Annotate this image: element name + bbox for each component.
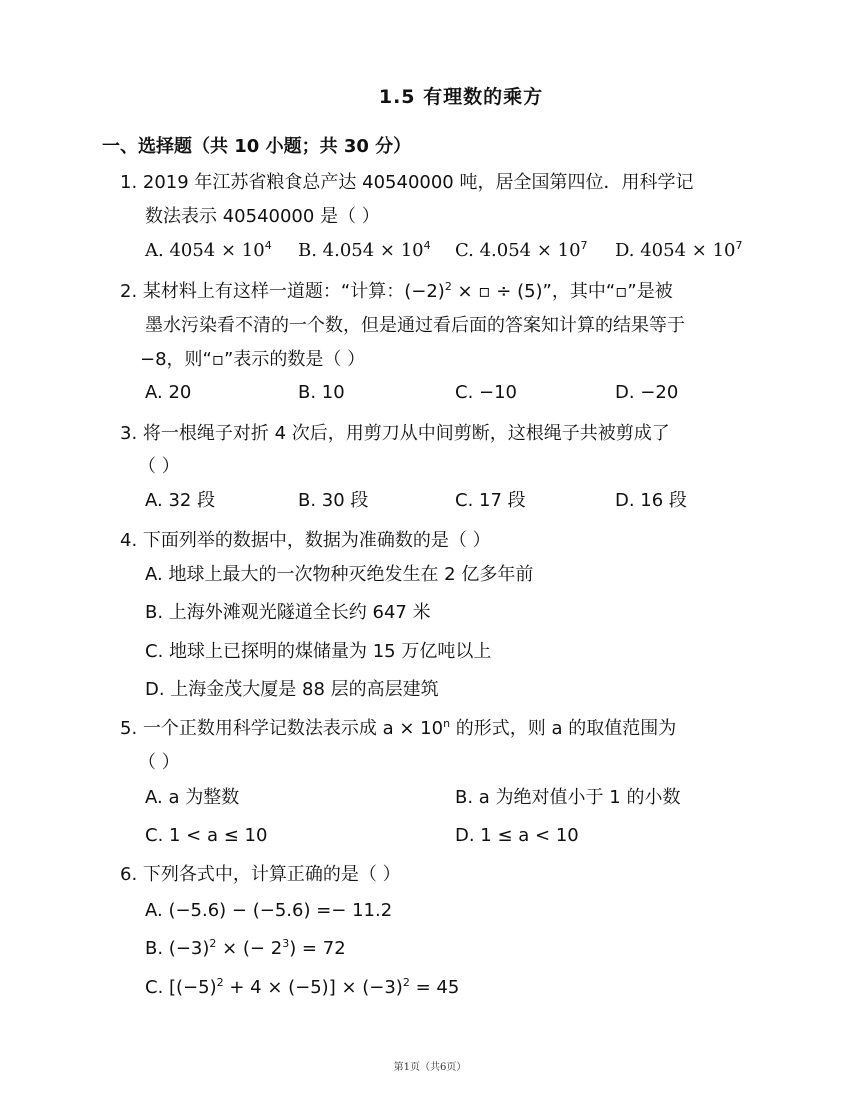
option-b-part-2: × (− 2 [216,938,283,959]
question-2-option-a: A. 20 [145,382,192,403]
option-c-part-3: = 45 [409,977,460,998]
question-5-option-c: C. 1 < a ≤ 10 [145,825,268,846]
option-c-exp-2: 2 [402,976,410,989]
option-c-base: C. 4.054 × 10 [455,240,581,261]
option-a-base: A. 4054 × 10 [145,240,265,261]
question-4-option-d: D. 上海金茂大厦是 88 层的高层建筑 [145,679,439,700]
option-d-base: D. 4054 × 10 [615,240,736,261]
question-1-line-1: 1. 2019 年江苏省粮食总产达 40540000 吨，居全国第四位．用科学记 [120,172,694,193]
question-5-option-a: A. a 为整数 [145,787,240,808]
question-5-exp: n [443,717,451,730]
question-3-option-a: A. 32 段 [145,490,216,511]
option-c-part-2: + 4 × (−5)] × (−3) [223,977,403,998]
question-2-exp: 2 [444,280,452,293]
page-footer: 第1页（共6页） [393,1062,467,1073]
question-6-option-a: A. (−5.6) − (−5.6) =− 11.2 [145,900,393,921]
question-2-line-1-a: 2. 某材料上有这样一道题：“计算：(−2) [120,281,445,302]
page-title: 1.5 有理数的乘方 [378,86,544,108]
section-heading: 一、选择题（共 10 小题；共 30 分） [102,136,412,157]
question-2-line-2: 墨水污染看不清的一个数，但是通过看后面的答案知计算的结果等于 [145,315,685,336]
question-5-line-1 [120,718,676,740]
option-c-exp-1: 2 [216,976,224,989]
question-3-line-2: （ ） [138,456,180,477]
question-2-option-c: C. −10 [455,382,517,403]
question-3-option-d: D. 16 段 [615,490,687,511]
question-1-option-a [145,240,272,262]
option-b-exp: 4 [423,239,431,252]
option-b-exp-1: 2 [209,937,217,950]
question-5-line-2: （ ） [138,752,180,773]
option-b-exp-2: 3 [282,937,290,950]
question-1-option-d [615,240,742,262]
question-3-line-1: 3. 将一根绳子对折 4 次后，用剪刀从中间剪断，这根绳子共被剪成了 [120,423,670,444]
question-4-line-1: 4. 下面列举的数据中，数据为准确数的是（ ） [120,530,491,551]
question-1-option-b [298,240,431,262]
question-2-option-d: D. −20 [615,382,679,403]
option-b-part-1: B. (−3) [145,938,210,959]
question-1-option-c [455,240,588,262]
question-4-option-a: A. 地球上最大的一次物种灭绝发生在 2 亿多年前 [145,564,534,585]
question-5-option-b: B. a 为绝对值小于 1 的小数 [455,787,681,808]
question-3-option-b: B. 30 段 [298,490,369,511]
question-5-option-d: D. 1 ≤ a < 10 [455,825,579,846]
option-c-part-1: C. [(−5) [145,977,217,998]
option-b-base: B. 4.054 × 10 [298,240,424,261]
question-2-option-b: B. 10 [298,382,345,403]
option-c-exp: 7 [580,239,588,252]
option-d-exp: 7 [735,239,743,252]
question-5-line-1-b: 的形式，则 a 的取值范围为 [450,718,677,739]
question-5-line-1-a: 5. 一个正数用科学记数法表示成 a × 10 [120,718,444,739]
question-6-line-1: 6. 下列各式中，计算正确的是（ ） [120,864,401,885]
option-b-part-3: ) = 72 [289,938,346,959]
question-2-line-3: −8，则“▫”表示的数是（ ） [140,349,366,370]
question-6-option-c [145,977,459,999]
option-a-exp: 4 [264,239,272,252]
question-4-option-b: B. 上海外滩观光隧道全长约 647 米 [145,602,431,623]
question-2-line-1 [120,281,673,303]
question-6-option-b [145,938,346,960]
question-2-line-1-b: × ▫ ÷ (5)”，其中“▫”是被 [451,281,673,302]
question-4-option-c: C. 地球上已探明的煤储量为 15 万亿吨以上 [145,641,492,662]
question-3-option-c: C. 17 段 [455,490,526,511]
question-1-line-2: 数法表示 40540000 是（ ） [145,206,380,227]
